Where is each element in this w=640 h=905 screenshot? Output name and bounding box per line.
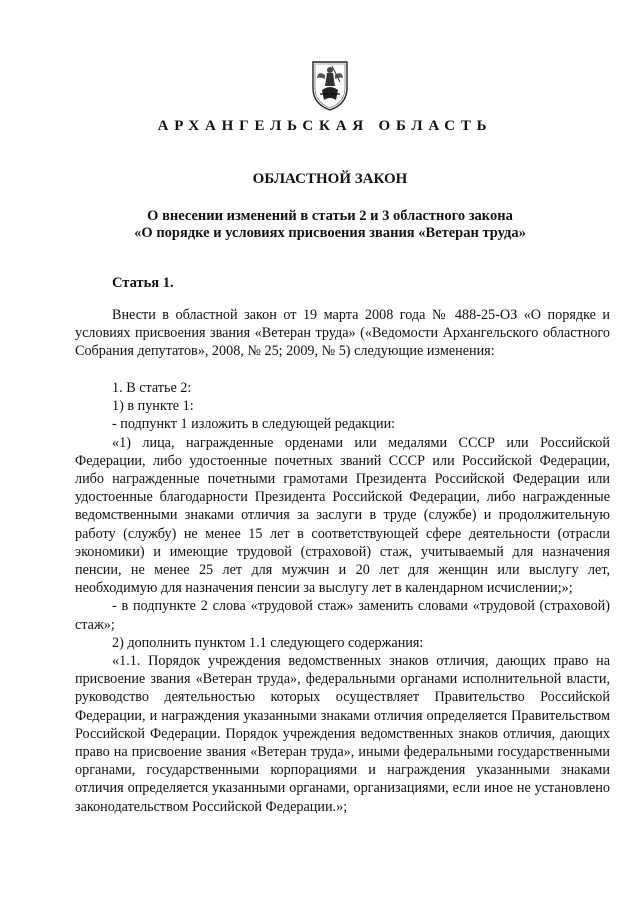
quoted-text-1: «1) лица, награжденные орденами или медалями СССР или Российской Федерации, либо удостоенные почетных званий СССР или Российской Федерации, либо награжденные почетными грамотами Президента Российской Федерации или удостоенные благодарности Президента Российской Федерации, либо награжденные ведомственными знаками отличия за заслуги в труде (службе) и продолжительную работу (службу) не менее 15 лет в соответствующей сфере деятельности (отрасли экономики) и имеющие трудовой (страховой) стаж, учитываемый для назначения пенсии, не менее 25 лет для мужчин и 20 лет для женщин или выслугу лет, необходимую для назначения пенсии за выслугу лет в календарном исчислении;»; [75, 434, 610, 597]
article-heading: Статья 1. [112, 275, 174, 291]
coat-of-arms-icon [310, 56, 350, 112]
intro-paragraph: Внести в областной закон от 19 марта 2008 года № 488-25-ОЗ «О порядке и условиях присвоения звания «Ветеран труда» («Ведомости Архангельского областного Собрания депутатов», 2008, № 25; 2009, № 5) следующие изменения: [75, 307, 610, 360]
quoted-text-2: «1.1. Порядок учреждения ведомственных знаков отличия, дающих право на присвоение звания «Ветеран труда», федеральными органами исполнительной власти, руководство деятельностью которых осуществляет Правительство Российской Федерации, и награждения указанными знаками отличия определяется Правительством Российской Федерации. Порядок учреждения ведомственных знаков отличия, дающих право на присвоение звания «Ветеран труда», иными федеральными государственными органами, государственными корпорациями и награждения указанными знаками отличия определяется указанными органами, организациями, если иное не установлено законодательством Российской Федерации.»; [75, 653, 610, 815]
title-line-1: О внесении изменений в статьи 2 и 3 областного закона [147, 208, 513, 224]
subitem-a: - подпункт 1 изложить в следующей редакции: [112, 416, 396, 433]
region-name: АРХАНГЕЛЬСКАЯ ОБЛАСТЬ [157, 118, 493, 134]
amendments-list [75, 379, 610, 816]
item-1: 1. В статье 2: [112, 380, 192, 396]
item-1-1: 1) в пункте 1: [112, 398, 194, 415]
document-type: ОБЛАСТНОЙ ЗАКОН [252, 171, 408, 187]
title-line-2: «О порядке и условиях присвоения звания «Ветеран труда» [134, 225, 526, 241]
item-1-2: 2) дополнить пунктом 1.1 следующего содержания: [112, 634, 424, 651]
subitem-b: - в подпункте 2 слова «трудовой стаж» заменить словами «трудовой (страховой) стаж»; [75, 598, 610, 633]
article-body [75, 306, 610, 361]
document-title [60, 208, 600, 242]
